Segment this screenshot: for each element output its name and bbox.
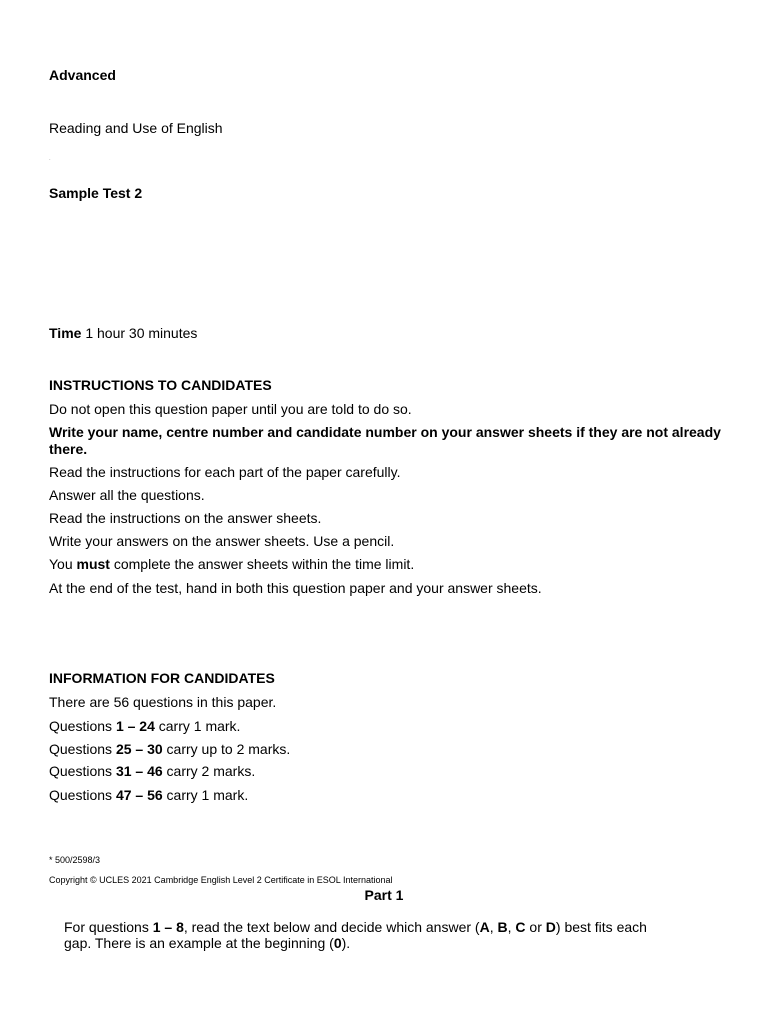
text-fragment: For questions: [64, 919, 153, 935]
text-fragment: ) best fits each gap. There is an example at the beginning (: [64, 919, 647, 951]
part-instructions: [64, 919, 674, 951]
copyright-notice: Copyright © UCLES 2021 Cambridge English Level 2 Certificate in ESOL International: [49, 875, 393, 885]
test-title: Sample Test 2: [49, 185, 143, 201]
text-fragment: Questions: [49, 787, 116, 803]
example-number: 0: [333, 935, 342, 951]
question-range: 1 – 24: [115, 718, 155, 734]
marks-line: [49, 763, 255, 780]
option-letter: D: [545, 919, 556, 935]
option-letter: B: [497, 919, 508, 935]
option-letter: A: [479, 919, 490, 935]
time-line: [49, 325, 197, 342]
level-heading: Advanced: [49, 67, 116, 83]
instruction-line: Read the instructions for each part of the paper carefully.: [49, 464, 401, 480]
marks-line: [49, 718, 240, 735]
instruction-line: [49, 556, 414, 573]
instruction-line: Read the instructions on the answer sheets.: [49, 510, 322, 526]
instruction-line: At the end of the test, hand in both this question paper and your answer sheets.: [49, 580, 542, 596]
time-value: 1 hour 30 minutes: [85, 325, 198, 341]
text-fragment: or: [525, 919, 546, 935]
option-letter: C: [515, 919, 526, 935]
text-fragment: Questions: [49, 741, 116, 757]
information-line: There are 56 questions in this paper.: [49, 694, 277, 710]
text-fragment: You: [49, 556, 77, 572]
dot-mark: .: [49, 156, 51, 162]
text-fragment: ,: [489, 919, 498, 935]
text-fragment: carry up to 2 marks.: [162, 741, 291, 757]
instruction-line: Write your answers on the answer sheets. Use a pencil.: [49, 533, 395, 549]
paper-code: * 500/2598/3: [49, 855, 101, 865]
information-heading: INFORMATION FOR CANDIDATES: [49, 670, 275, 686]
text-fragment: ,: [507, 919, 516, 935]
question-range: 25 – 30: [115, 741, 163, 757]
marks-line: [49, 787, 248, 804]
text-fragment: , read the text below and decide which answer (: [183, 919, 480, 935]
instruction-line: Do not open this question paper until you are told to do so.: [49, 401, 412, 417]
text-fragment: Questions: [49, 763, 116, 779]
text-fragment: Questions: [49, 718, 116, 734]
question-range: 47 – 56: [115, 787, 163, 803]
instruction-line-bold: Write your name, centre number and candidate number on your answer sheets if they are not already there.: [49, 424, 721, 457]
time-label: Time: [49, 325, 82, 341]
emphasis-must: must: [76, 556, 110, 572]
question-range: 31 – 46: [115, 763, 163, 779]
instructions-heading: INSTRUCTIONS TO CANDIDATES: [49, 377, 272, 393]
paper-title: Reading and Use of English: [49, 120, 223, 136]
text-fragment: complete the answer sheets within the time limit.: [109, 556, 415, 572]
text-fragment: ).: [341, 935, 351, 951]
text-fragment: carry 1 mark.: [162, 787, 249, 803]
text-fragment: carry 2 marks.: [162, 763, 256, 779]
marks-line: [49, 741, 290, 758]
instruction-line: Answer all the questions.: [49, 487, 205, 503]
text-fragment: carry 1 mark.: [154, 718, 241, 734]
question-range: 1 – 8: [152, 919, 184, 935]
part-title: Part 1: [364, 887, 404, 903]
